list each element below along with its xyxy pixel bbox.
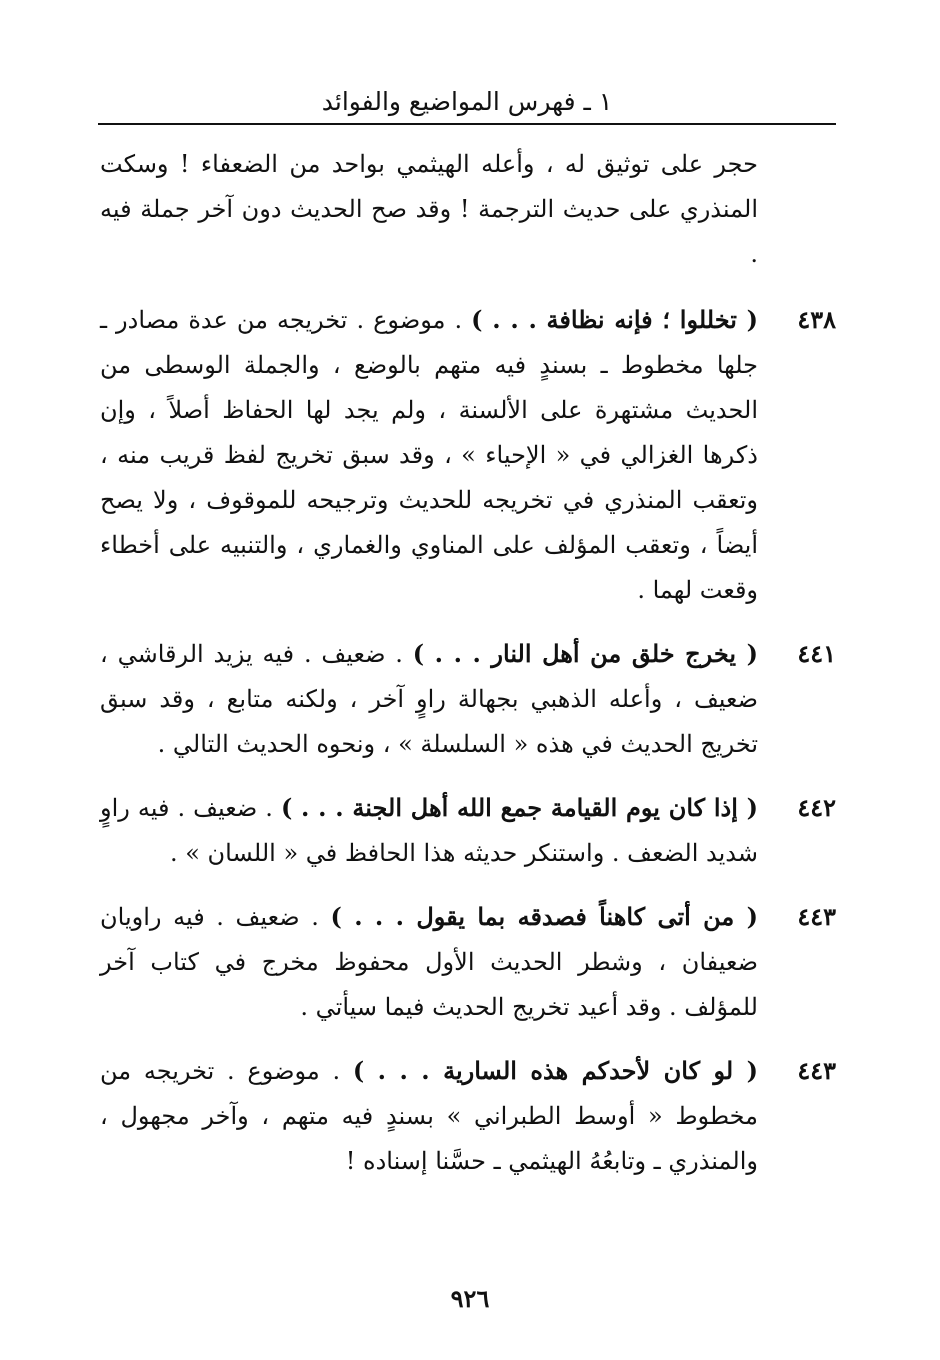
entry-commentary: . موضوع . تخريجه من عدة مصادر ـ جلها مخطوط ـ بسندٍ فيه متهم بالوضع ، والجملة الوسطى من الحديث مشتهرة على الألسنة ، ولم يجد لها الحفاظ أصلاً ، وإن ذكرها الغزالي في « الإحياء » ، وقد سبق تخريج لفظ قريب منه ، وتعقب المنذري في تخريجه للحديث وترجيحه للموقوف ، ولا يصح أيضاً ، وتعقب المؤلف على المناوي والغماري ، والتنبيه على أخطاء وقعت لهما .	[100, 306, 758, 604]
entry-commentary: . ضعيف . فيه يزيد الرقاشي ، ضعيف ، وأعله الذهبي بجهالة راوٍ آخر ، ولكنه متابع ، وقد سبق تخريج الحديث في هذه « السلسلة » ، ونحوه الحديث التالي .	[100, 640, 758, 758]
entry-text	[100, 785, 758, 876]
entry-commentary: . ضعيف . فيه راويان ضعيفان ، وشطر الحديث الأول محفوظ مخرج في كتاب آخر للمؤلف . وقد أعيد تخريج الحديث فيما سيأتي .	[100, 903, 758, 1021]
index-entry	[100, 1048, 836, 1184]
entry-number: ٤٤٢	[797, 793, 836, 822]
hadith-quote: ( تخللوا ؛ فإنه نظافة . . . )	[471, 305, 759, 334]
hadith-quote: ( لو كان لأحدكم هذه السارية . . . )	[352, 1056, 758, 1085]
entry-text	[100, 297, 758, 613]
continuation-paragraph	[100, 142, 836, 277]
entry-number: ٤٣٨	[797, 305, 836, 334]
text-body	[100, 142, 836, 1184]
entry-commentary: . موضوع . تخريجه من مخطوط « أوسط الطبراني » بسندٍ فيه متهم ، وآخر مجهول ، والمنذري ـ وتابعُهُ الهيثمي ـ حسَّنا إسناده !	[100, 1057, 758, 1175]
hadith-quote: ( من أتى كاهناً فصدقه بما يقول . . . )	[330, 902, 758, 931]
index-entry	[100, 297, 836, 613]
index-entry	[100, 785, 836, 876]
header-rule	[98, 123, 836, 125]
entry-text	[100, 1048, 758, 1184]
hadith-quote: ( يخرج خلق من أهل النار . . . )	[412, 639, 758, 668]
index-entry	[100, 631, 836, 767]
entry-number: ٤٤٣	[797, 902, 836, 931]
entry-text	[100, 894, 758, 1030]
running-header: ١ ـ فهرس المواضيع والفوائد	[321, 87, 613, 116]
entry-number: ٤٤٣	[797, 1056, 836, 1085]
entry-text	[100, 631, 758, 767]
index-entry	[100, 894, 836, 1030]
entry-commentary: . ضعيف . فيه راوٍ شديد الضعف . واستنكر حديثه هذا الحافظ في « اللسان » .	[100, 794, 758, 867]
entry-number: ٤٤١	[797, 639, 836, 668]
hadith-quote: ( إذا كان يوم القيامة جمع الله أهل الجنة . . . )	[280, 793, 759, 822]
continuation-text: حجر على توثيق له ، وأعله الهيثمي بواحد من الضعفاء ! وسكت المنذري على حديث الترجمة ! وقد صح الحديث دون آخر جملة فيه .	[100, 150, 758, 268]
page-number: ٩٢٦	[450, 1284, 490, 1313]
